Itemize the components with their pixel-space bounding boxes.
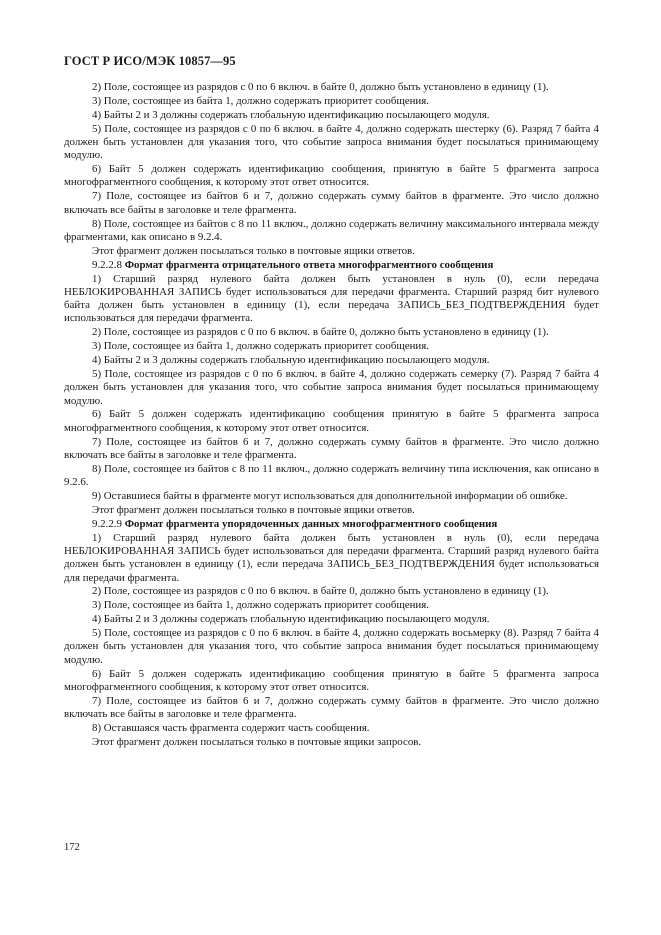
paragraph: 9) Оставшиеся байты в фрагменте могут использоваться для дополнительной информации об ошибке. xyxy=(92,490,568,502)
paragraph: 2) Поле, состоящее из разрядов с 0 по 6 включ. в байте 0, должно быть установлено в единицу (1). xyxy=(92,326,549,339)
paragraph: 4) Байты 2 и 3 должны содержать глобальную идентификацию посылающего модуля. xyxy=(92,108,490,121)
paragraph: 6) Байт 5 должен содержать идентификацию сообщения принятую в байте 5 фрагмента запроса многофрагментного сообщения, к которому этот ответ относится. xyxy=(64,408,599,434)
section-number: 9.2.2.9 xyxy=(92,517,122,530)
section-heading xyxy=(64,518,599,531)
section-title: Формат фрагмента отрицательного ответа многофрагментного сообщения xyxy=(124,258,494,271)
section-title: Формат фрагмента упорядоченных данных многофрагментного сообщения xyxy=(124,517,498,530)
paragraph: 7) Поле, состоящее из байтов 6 и 7, должно содержать сумму байтов в фрагменте. Это число должно включать все байты в заголовке и теле фрагмента. xyxy=(64,435,599,461)
paragraph: 3) Поле, состоящее из байта 1, должно содержать приоритет сообщения. xyxy=(92,340,429,353)
paragraph: 7) Поле, состоящее из байтов 6 и 7, должно содержать сумму байтов в фрагменте. Это число должно включать все байты в заголовке и теле фрагмента. xyxy=(64,190,599,216)
paragraph: 3) Поле, состоящее из байта 1, должно содержать приоритет сообщения. xyxy=(92,94,429,107)
page-header-standard-title: ГОСТ Р ИСО/МЭК 10857—95 xyxy=(64,54,236,68)
paragraph: 3) Поле, состоящее из байта 1, должно содержать приоритет сообщения. xyxy=(92,599,429,612)
paragraph: Этот фрагмент должен посылаться только в почтовые ящики ответов. xyxy=(92,244,415,257)
paragraph: 6) Байт 5 должен содержать идентификацию сообщения, принятую в байте 5 фрагмента запроса многофрагментного сообщения, к которому этот ответ относится. xyxy=(64,163,599,189)
paragraph: 8) Оставшаяся часть фрагмента содержит часть сообщения. xyxy=(92,721,370,734)
paragraph: 4) Байты 2 и 3 должны содержать глобальную идентификацию посылающего модуля. xyxy=(92,354,490,367)
paragraph: 8) Поле, состоящее из байтов с 8 по 11 включ., должно содержать величину типа исключения, как описано в 9.2.6. xyxy=(64,462,599,489)
paragraph: Этот фрагмент должен посылаться только в почтовые ящики ответов. xyxy=(92,503,415,516)
paragraph: 2) Поле, состоящее из разрядов с 0 по 6 включ. в байте 0, должно быть установлено в единицу (1). xyxy=(92,585,549,598)
page-number: 172 xyxy=(64,842,80,853)
page-body xyxy=(64,81,599,750)
paragraph: 5) Поле, состоящее из разрядов с 0 по 6 включ. в байте 4, должно содержать шестерку (6). Разряд 7 байта 4 должен быть установлен для указания того, что событие запроса внимания будет посылаться принимающему модулю. xyxy=(64,122,599,162)
paragraph: 6) Байт 5 должен содержать идентификацию сообщения принятую в байте 5 фрагмента запроса многофрагментного сообщения, к которому этот ответ относится. xyxy=(64,667,599,693)
paragraph: 1) Старший разряд нулевого байта должен быть установлен в нуль (0), если передача НЕБЛОКИРОВАННАЯ ЗАПИСЬ будет использоваться для передачи фрагмента. Старший разряд бит нулевого байта должен быть установлен в единицу (1), если передача ЗАПИСЬ_БЕЗ_ПОДТВЕРЖДЕНИЯ будет использоваться для передачи фрагмента. xyxy=(64,272,599,325)
paragraph: 7) Поле, состоящее из байтов 6 и 7, должно содержать сумму байтов в фрагменте. Это число должно включать все байты в заголовке и теле фрагмента. xyxy=(64,694,599,721)
section-heading xyxy=(64,259,599,272)
paragraph: 5) Поле, состоящее из разрядов с 0 по 6 включ. в байте 4, должно содержать восьмерку (8). Разряд 7 байта 4 должен быть установлен для указания того, что событие запроса внимания будет посылаться принимающему модулю. xyxy=(64,627,599,666)
paragraph: 1) Старший разряд нулевого байта должен быть установлен в нуль (0), если передача НЕБЛОКИРОВАННАЯ ЗАПИСЬ будет использоваться для передачи фрагмента. Старший разряд нулевого байта должен быть установлен в единицу (1), если передача ЗАПИСЬ_БЕЗ_ПОДТВЕРЖДЕНИЯ будет использоваться для передачи фрагмента. xyxy=(64,531,599,584)
paragraph: 8) Поле, состоящее из байтов с 8 по 11 включ., должно содержать величину максимального интервала между фрагментами, как описано в 9.2.4. xyxy=(64,217,599,243)
paragraph: 5) Поле, состоящее из разрядов с 0 по 6 включ. в байте 4, должно содержать семерку (7). Разряд 7 байта 4 должен быть установлен для указания того, что событие запроса внимания будет посылаться принимающему модулю. xyxy=(64,367,599,407)
section-number: 9.2.2.8 xyxy=(92,258,122,271)
paragraph: 4) Байты 2 и 3 должны содержать глобальную идентификацию посылающего модуля. xyxy=(92,613,490,626)
paragraph: Этот фрагмент должен посылаться только в почтовые ящики запросов. xyxy=(92,735,422,748)
paragraph: 2) Поле, состоящее из разрядов с 0 по 6 включ. в байте 0, должно быть установлено в единицу (1). xyxy=(92,81,549,93)
